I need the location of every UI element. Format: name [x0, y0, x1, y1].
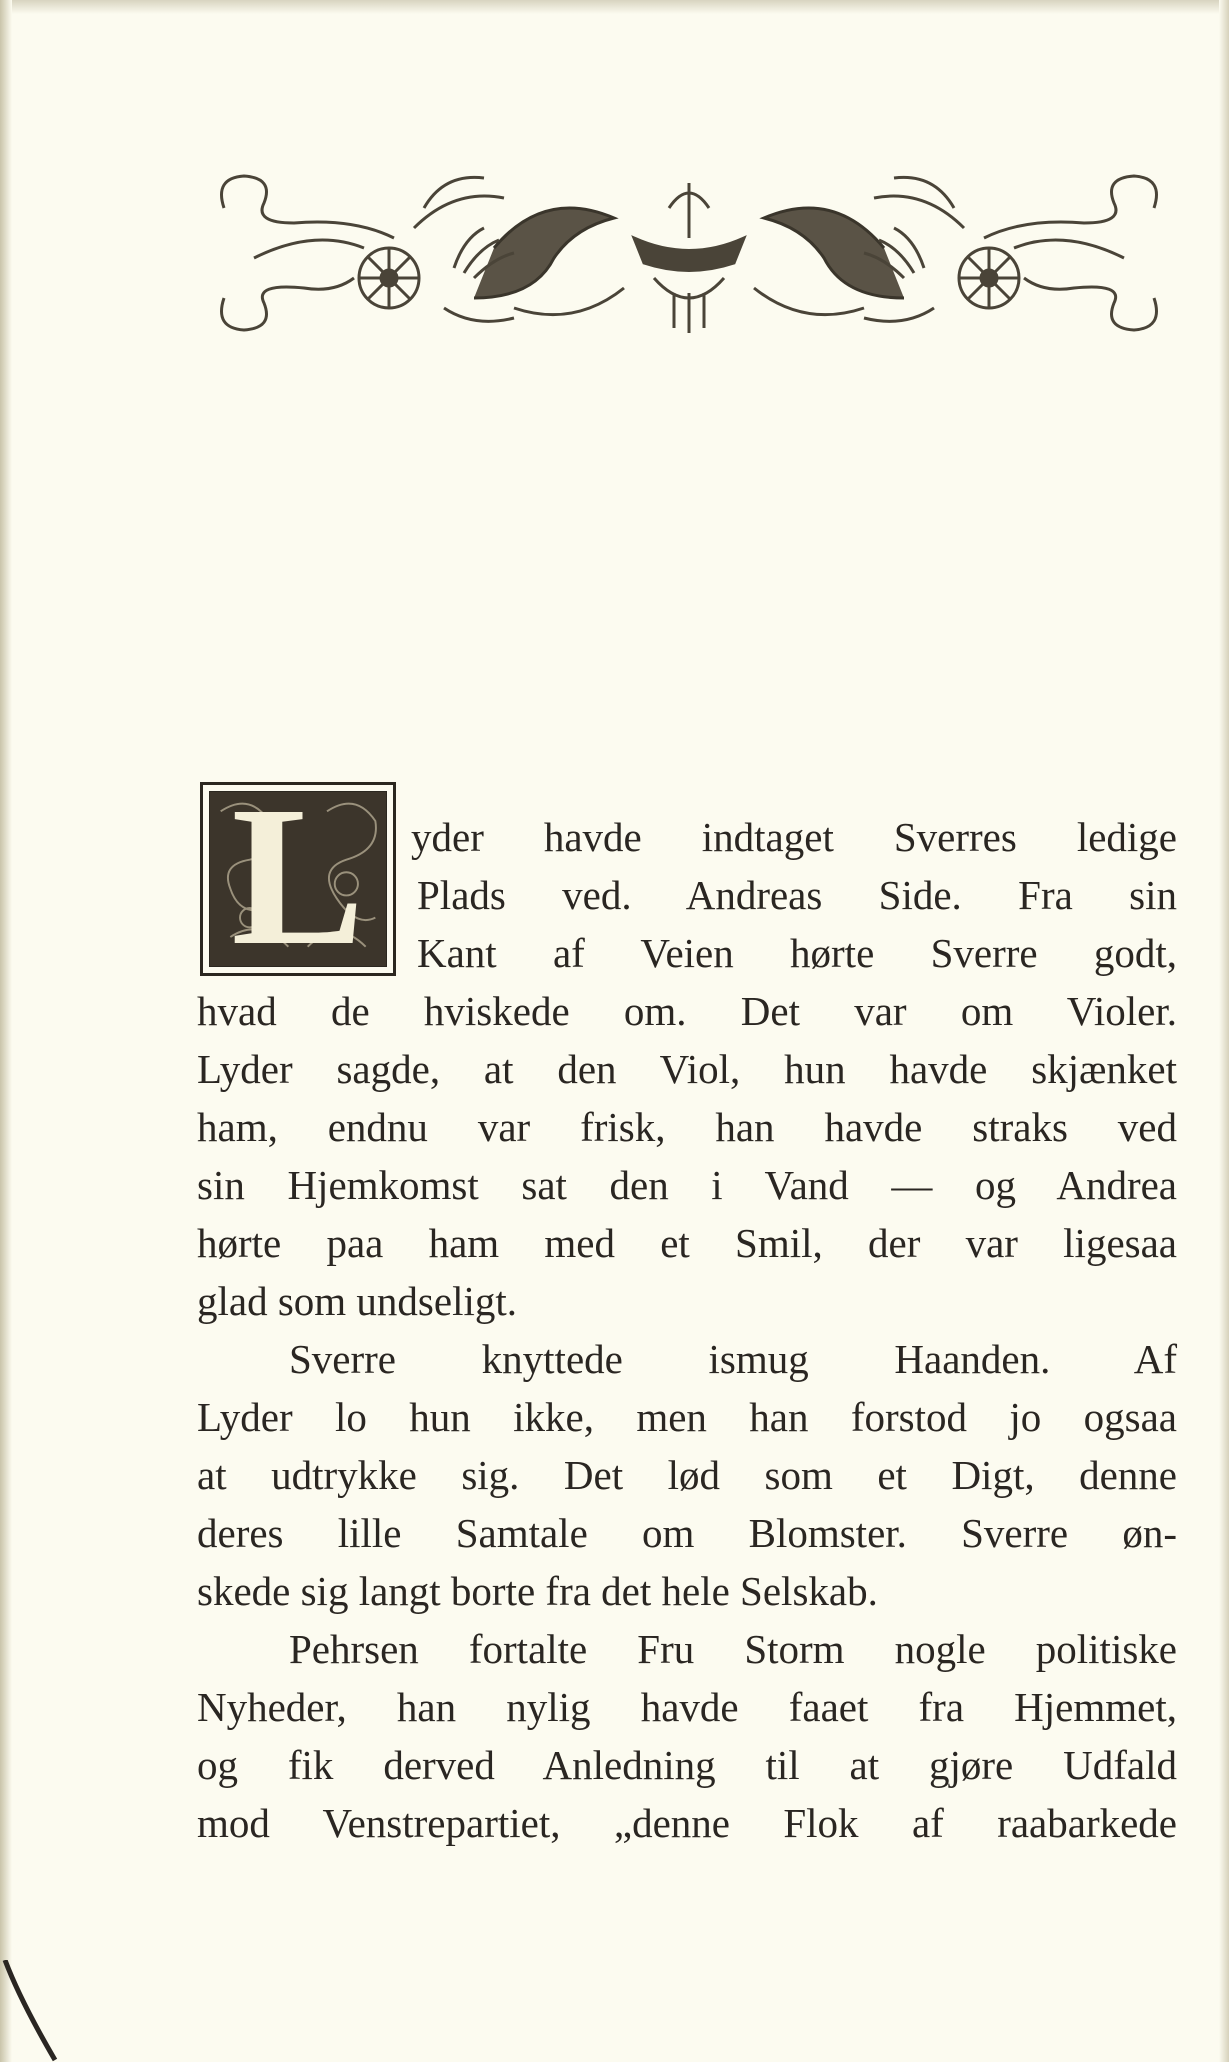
text-line: deres lille Samtale om Blomster. Sverre øn-: [197, 1510, 1177, 1556]
text-line: yder havde indtaget Sverres ledige: [411, 814, 1177, 860]
text-line: Nyheder, han nylig havde faaet fra Hjemmet,: [197, 1684, 1177, 1730]
text-line: Pehrsen fortalte Fru Storm nogle politiske: [289, 1626, 1177, 1672]
text-line: og fik derved Anledning til at gjøre Udfald: [197, 1742, 1177, 1788]
text-line: Lyder sagde, at den Viol, hun havde skjænket: [197, 1046, 1177, 1092]
corner-pencil-mark: [0, 1960, 60, 2062]
text-line: hvad de hviskede om. Det var om Violer.: [197, 988, 1177, 1034]
page-edge-right: [1219, 0, 1229, 2062]
text-line: skede sig langt borte fra det hele Selskab.: [197, 1568, 878, 1614]
text-line: glad som undseligt.: [197, 1278, 518, 1324]
text-line: Kant af Veien hørte Sverre godt,: [417, 930, 1177, 976]
decorative-headpiece: [214, 168, 1164, 340]
text-line: ham, endnu var frisk, han havde straks ved: [197, 1104, 1177, 1150]
text-line: mod Venstrepartiet, „denne Flok af raabarkede: [197, 1800, 1177, 1846]
text-line: hørte paa ham med et Smil, der var ligesaa: [197, 1220, 1177, 1266]
text-line: Lyder lo hun ikke, men han forstod jo ogsaa: [197, 1394, 1177, 1440]
page-edge-top: [0, 0, 1229, 14]
text-line: Plads ved. Andreas Side. Fra sin: [417, 872, 1177, 918]
drop-cap-letter: L: [231, 791, 365, 967]
text-line: sin Hjemkomst sat den i Vand — og Andrea: [197, 1162, 1177, 1208]
page-edge-left: [0, 0, 12, 2062]
text-line: at udtrykke sig. Det lød som et Digt, denne: [197, 1452, 1177, 1498]
text-line: Sverre knyttede ismug Haanden. Af: [289, 1336, 1177, 1382]
